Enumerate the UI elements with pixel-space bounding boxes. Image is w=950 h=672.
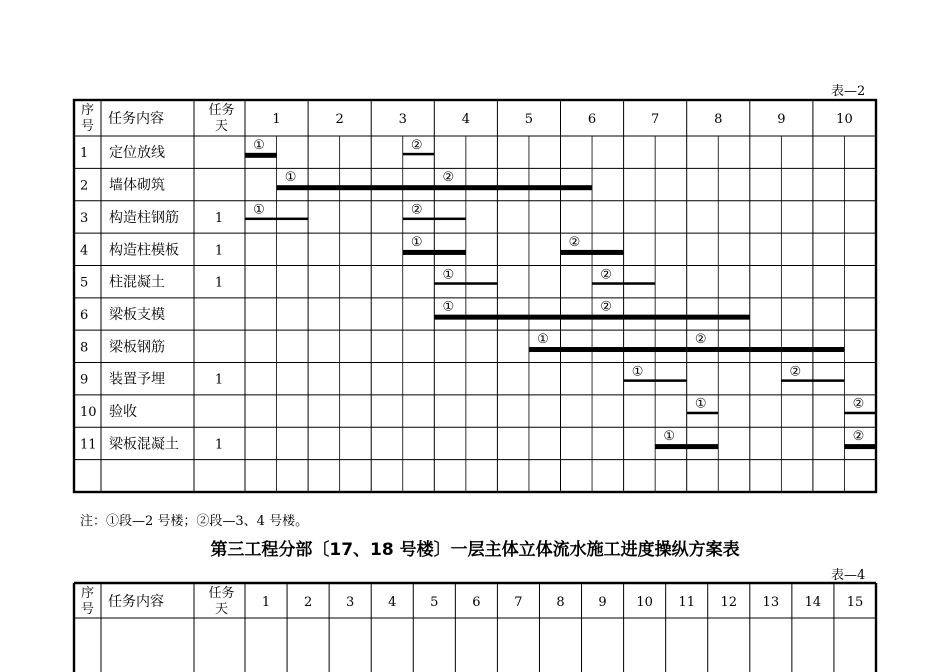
gantt-bar-label: ① — [663, 429, 675, 445]
table2-label: 表—4 — [831, 568, 866, 583]
gantt-bar-label: ① — [410, 234, 423, 250]
table2-header-content: 任务内容 — [108, 594, 164, 610]
gantt-bar-label: ② — [600, 267, 612, 283]
gantt-bar-label: ① — [694, 396, 707, 412]
gantt-bar-label: ① — [537, 332, 549, 348]
row-seq: 9 — [80, 372, 89, 388]
row-task-days: 1 — [214, 372, 224, 388]
row-task-days: 1 — [214, 243, 224, 259]
row-task-name: 验收 — [109, 404, 137, 421]
gantt-bar-label: ① — [284, 170, 297, 186]
row-task-days: 1 — [214, 210, 224, 226]
row-task-name: 构造柱模板 — [109, 242, 179, 259]
row-task-name: 梁板支模 — [109, 307, 165, 323]
gantt-bar-label: ② — [442, 170, 455, 186]
table2-header-day-number: 8 — [556, 595, 565, 610]
header-days: 任务 — [208, 103, 235, 118]
table2-header-day-number: 11 — [678, 595, 695, 610]
row-task-name: 梁板钢筋 — [109, 339, 165, 356]
row-task-name: 墙体砌筑 — [109, 177, 165, 194]
header-day-number: 4 — [461, 112, 470, 127]
header-day-number: 6 — [587, 112, 597, 127]
header-content: 任务内容 — [108, 111, 164, 127]
gantt-bar-label: ② — [568, 234, 581, 250]
table2-header-day-number: 13 — [762, 595, 780, 610]
gantt-bar-label: ① — [253, 202, 265, 218]
table2-header-day-number: 6 — [472, 595, 481, 610]
gantt-bar-label: ① — [442, 299, 455, 315]
header-seq: 号 — [80, 119, 95, 134]
row-seq: 11 — [80, 437, 97, 453]
row-seq: 5 — [80, 275, 89, 291]
header-seq: 序 — [80, 103, 95, 118]
table1-label: 表—2 — [831, 84, 866, 99]
gantt-bar-label: ② — [694, 332, 707, 348]
table2-header-day-number: 4 — [388, 595, 397, 610]
table2-header-day-number: 15 — [846, 595, 864, 610]
header-day-number: 2 — [335, 112, 344, 127]
header-days: 天 — [214, 119, 229, 134]
row-task-name: 构造柱钢筋 — [109, 209, 179, 226]
header-day-number: 7 — [651, 112, 660, 127]
table2-header-day-number: 7 — [514, 595, 523, 610]
row-task-name: 装置予埋 — [109, 371, 165, 388]
gantt-bar-label: ① — [442, 267, 455, 283]
table2-header-day-number: 1 — [261, 595, 271, 610]
row-seq: 2 — [80, 178, 89, 194]
table2-header-day-number: 9 — [598, 595, 607, 610]
header-day-number: 9 — [777, 112, 786, 127]
row-task-days: 1 — [214, 437, 224, 453]
row-seq: 6 — [80, 308, 89, 323]
table2-header-day-number: 10 — [636, 595, 653, 610]
table2-header-seq: 序 — [80, 586, 95, 601]
header-day-number: 5 — [524, 112, 534, 127]
row-seq: 8 — [80, 340, 89, 356]
gantt-bar-label: ② — [410, 137, 423, 153]
page-title: 第三工程分部〔17、18 号楼〕一层主体立体流水施工进度操纵方案表 — [210, 540, 740, 560]
table2-header-day-number: 14 — [804, 595, 822, 610]
gantt-bar-label: ② — [852, 429, 865, 445]
row-task-name: 梁板混凝土 — [109, 436, 179, 453]
row-seq: 4 — [80, 243, 89, 259]
table2-header-day-number: 3 — [346, 595, 355, 610]
row-seq: 10 — [80, 405, 97, 421]
gantt-bar-label: ② — [600, 299, 612, 315]
table2-header-seq: 号 — [80, 602, 95, 617]
gantt-bar-label: ② — [410, 202, 423, 218]
header-day-number: 10 — [836, 112, 853, 127]
table1-note: 注：①段—2 号楼；②段—3、4 号楼。 — [80, 514, 309, 529]
gantt-bar-label: ① — [253, 137, 265, 153]
header-day-number: 3 — [398, 112, 407, 127]
gantt-bar-label: ② — [852, 396, 865, 412]
header-day-number: 8 — [714, 112, 723, 127]
row-seq: 1 — [80, 146, 89, 162]
row-task-name: 定位放线 — [109, 145, 165, 162]
table2-header-day-number: 12 — [720, 595, 738, 610]
gantt-bar-label: ② — [789, 364, 802, 380]
table2-header-days: 天 — [214, 602, 229, 617]
header-day-number: 1 — [272, 112, 281, 127]
table2-header-day-number: 2 — [303, 595, 313, 610]
table2-header-days: 任务 — [208, 586, 235, 601]
table2-header-day-number: 5 — [430, 595, 439, 610]
gantt-bar-label: ① — [631, 364, 644, 380]
row-task-days: 1 — [214, 275, 224, 291]
row-seq: 3 — [80, 210, 89, 226]
row-task-name: 柱混凝土 — [109, 274, 165, 291]
